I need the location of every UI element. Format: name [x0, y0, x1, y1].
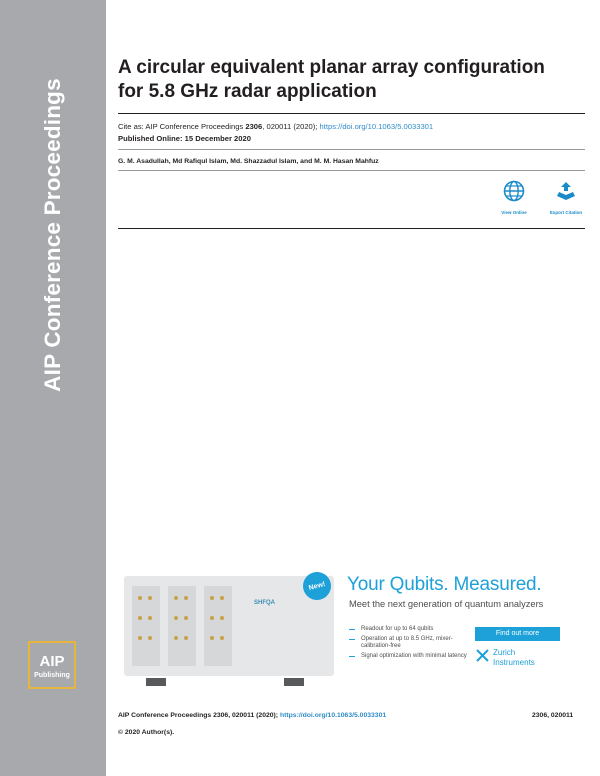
divider: [118, 113, 585, 114]
zurich-instruments-logo-icon: [475, 648, 490, 663]
globe-icon: [503, 180, 525, 202]
logo-text-publishing: Publishing: [34, 672, 70, 679]
paper-title: A circular equivalent planar array configuration for 5.8 GHz radar application: [118, 57, 545, 102]
export-citation-icon: [555, 180, 577, 202]
ad-headline: Your Qubits. Measured.: [347, 574, 542, 595]
cite-volume: 2306: [245, 122, 263, 131]
published-online: Published Online: 15 December 2020: [118, 134, 251, 143]
doi-link[interactable]: https://doi.org/10.1063/5.0033301: [319, 122, 434, 131]
divider: [118, 149, 585, 150]
view-online-button[interactable]: [494, 180, 534, 215]
analyzer-device-image: [124, 576, 334, 676]
company-name-line2: Instruments: [493, 658, 535, 667]
advertisement-banner[interactable]: [124, 568, 578, 686]
ad-bullet: Operation at up to 8.5 GHz, mixer-calibration-free: [349, 636, 471, 650]
export-citation-label: Export Citation: [549, 210, 583, 215]
find-out-more-button[interactable]: Find out more: [475, 627, 560, 641]
ad-bullet-list: [349, 626, 471, 663]
company-name: [493, 648, 535, 668]
device-brand: SHFQA: [254, 600, 275, 606]
footer-journal: AIP Conference Proceedings: [118, 712, 214, 719]
company-name-line1: Zurich: [493, 648, 516, 657]
footer-page-number: 2306, 020011: [532, 712, 574, 719]
logo-text-aip: AIP: [39, 653, 65, 670]
footer-doi-link[interactable]: https://doi.org/10.1063/5.0033301: [279, 712, 387, 719]
footer-cite-rest: , 020011 (2020);: [228, 712, 280, 719]
authors: G. M. Asadullah, Md Rafiqul Islam, Md. Shazzadul Islam, and M. M. Hasan Mahfuz: [118, 158, 379, 165]
new-badge: New!: [300, 569, 334, 603]
journal-title: AIP Conference Proceedings: [40, 78, 65, 392]
footer-citation: [118, 712, 386, 719]
cite-prefix: Cite as: AIP Conference Proceedings: [118, 122, 246, 131]
cite-as-line: [118, 122, 433, 132]
ad-subheadline: Meet the next generation of quantum analyzers: [349, 599, 544, 609]
cite-rest: , 020011 (2020);: [262, 122, 320, 131]
divider: [118, 228, 585, 229]
view-online-label: View Online: [501, 210, 527, 215]
aip-publishing-logo[interactable]: [28, 641, 76, 689]
export-citation-button[interactable]: [546, 180, 586, 215]
ad-bullet: Signal optimization with minimal latency: [349, 653, 471, 660]
footer-volume: 2306: [213, 712, 229, 719]
ad-bullet: Readout for up to 64 qubits: [349, 626, 471, 633]
copyright: © 2020 Author(s).: [118, 729, 175, 736]
journal-sidebar: [0, 0, 106, 776]
divider: [118, 170, 585, 171]
